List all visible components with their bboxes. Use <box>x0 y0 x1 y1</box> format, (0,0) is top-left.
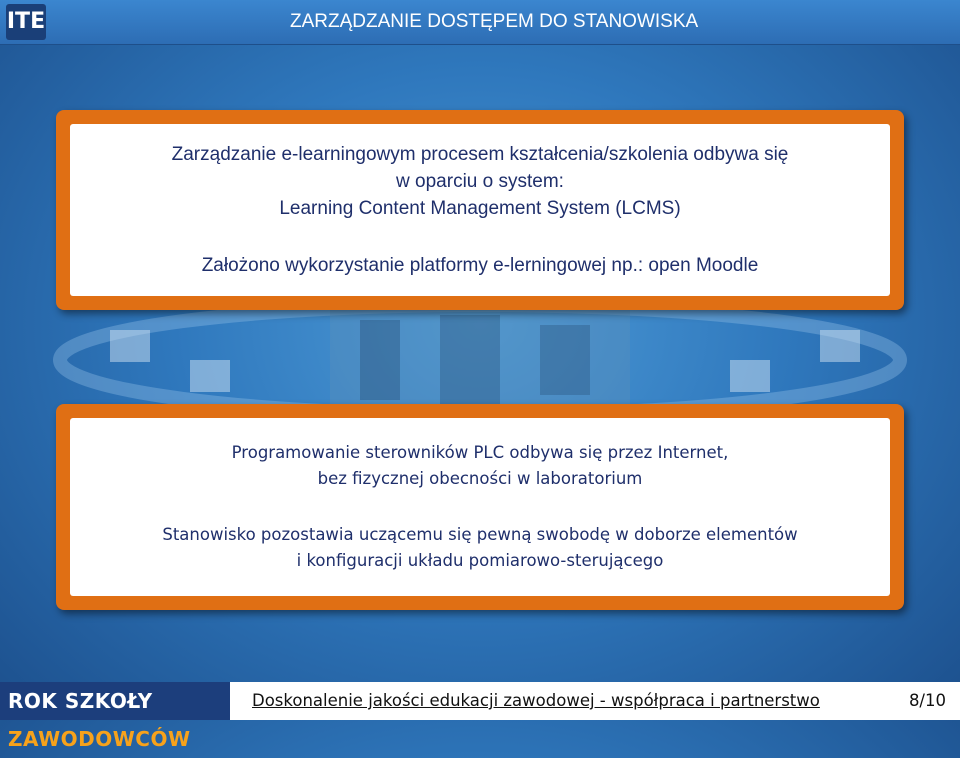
moodle-line: Założono wykorzystanie platformy e-lerningowej np.: open Moodle <box>201 255 759 276</box>
plc-line-1: Programowanie sterowników PLC odbywa się przez Internet, <box>231 443 729 462</box>
slide-footer <box>0 682 960 751</box>
page-number: 8/10 <box>908 691 946 710</box>
brand-part-1: ROK SZKOŁY <box>8 689 153 713</box>
bottom-info-box <box>56 404 904 610</box>
station-line-2: i konfiguracji układu pomiarowo-sterującego <box>296 551 664 570</box>
background-illustration <box>0 300 960 420</box>
station-line-1: Stanowisko pozostawia uczącemu się pewną swobodę w doborze elementów <box>162 525 798 544</box>
slide-title: ZARZĄDZANIE DOSTĘPEM DO STANOWISKA <box>290 11 699 32</box>
footer-text: Doskonalenie jakości edukacji zawodowej - współpraca i partnerstwo <box>252 691 820 710</box>
brand-part-2: ZAWODOWCÓW <box>8 727 191 751</box>
ite-logo <box>6 4 46 40</box>
slide-header <box>0 0 960 45</box>
plc-line-2: bez fizycznej obecności w laboratorium <box>317 469 643 488</box>
top-info-content <box>70 124 890 296</box>
lcms-line-1: Zarządzanie e-learningowym procesem kształcenia/szkolenia odbywa się <box>171 144 789 165</box>
logo-text: ITE <box>6 9 46 34</box>
lcms-line-2: w oparciu o system: <box>396 171 564 192</box>
lcms-line-3: Learning Content Management System (LCMS) <box>279 198 681 219</box>
top-info-box <box>56 110 904 310</box>
rok-szkoly-zawodowcow-logo <box>0 682 230 751</box>
bottom-info-content <box>70 418 890 596</box>
